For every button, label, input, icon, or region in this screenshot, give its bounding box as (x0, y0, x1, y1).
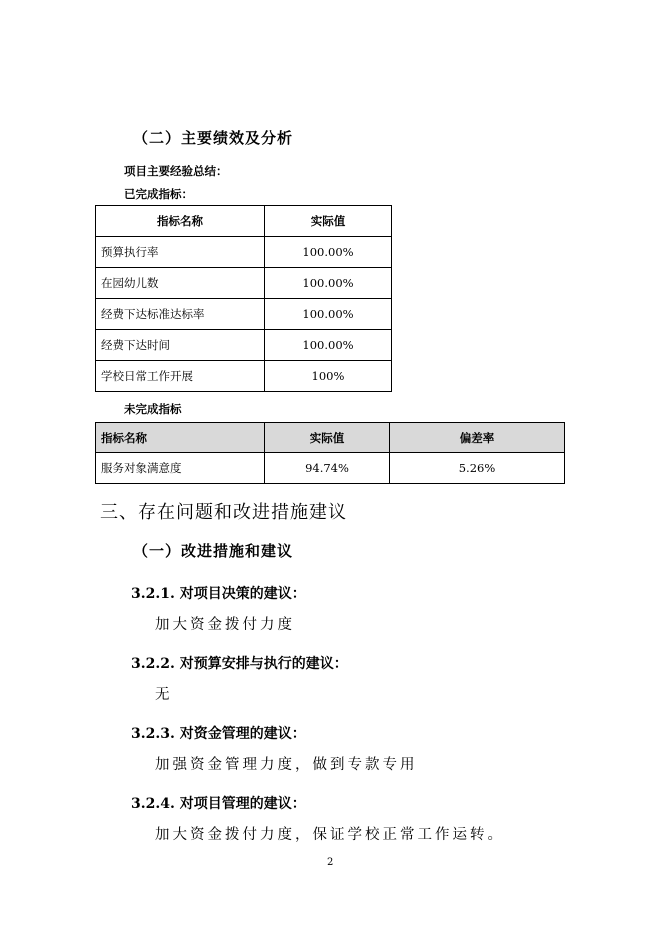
recommendation-title: 3.2.4. 对项目管理的建议： (131, 796, 306, 812)
table-row (96, 330, 392, 361)
actual-value-cell: 100.00% (265, 299, 392, 330)
table-header-row (96, 206, 392, 237)
completed-label: 已完成指标： (124, 187, 193, 201)
actual-value-cell: 94.74% (265, 453, 390, 484)
indicator-name-cell: 经费下达标准达标率 (96, 299, 265, 330)
deviation-rate-cell: 5.26% (390, 453, 565, 484)
table-header-cell: 指标名称 (96, 206, 265, 237)
section-3-title: 三、存在问题和改进措施建议 (100, 502, 347, 523)
table-row (96, 299, 392, 330)
recommendation-body: 加强资金管理力度，做到专款专用 (155, 757, 418, 773)
recommendation-body: 无 (155, 687, 173, 703)
indicator-name-cell: 在园幼儿数 (96, 268, 265, 299)
experience-label: 项目主要经验总结： (124, 164, 228, 178)
table-header-cell: 指标名称 (96, 423, 265, 453)
table-header-row (96, 423, 565, 453)
completed-indicators-table (95, 205, 392, 392)
actual-value-cell: 100% (265, 361, 392, 392)
table-header-cell: 偏差率 (390, 423, 565, 453)
incomplete-label: 未完成指标 (124, 402, 182, 416)
actual-value-cell: 100.00% (265, 330, 392, 361)
subsection-title: （一）改进措施和建议 (133, 542, 294, 560)
table-row (96, 361, 392, 392)
table-header-cell: 实际值 (265, 423, 390, 453)
page-number: 2 (327, 857, 334, 868)
section-2-title: （二）主要绩效及分析 (133, 129, 294, 147)
recommendation-title: 3.2.3. 对资金管理的建议： (131, 726, 306, 742)
indicator-name-cell: 服务对象满意度 (96, 453, 265, 484)
indicator-name-cell: 预算执行率 (96, 237, 265, 268)
table-header-cell: 实际值 (265, 206, 392, 237)
actual-value-cell: 100.00% (265, 268, 392, 299)
table-row (96, 237, 392, 268)
actual-value-cell: 100.00% (265, 237, 392, 268)
indicator-name-cell: 经费下达时间 (96, 330, 265, 361)
table-row (96, 453, 565, 484)
table-row (96, 268, 392, 299)
indicator-name-cell: 学校日常工作开展 (96, 361, 265, 392)
recommendation-body: 加大资金拨付力度 (155, 617, 295, 633)
recommendation-title: 3.2.1. 对项目决策的建议： (131, 586, 306, 602)
recommendation-body: 加大资金拨付力度，保证学校正常工作运转。 (155, 827, 505, 843)
recommendation-title: 3.2.2. 对预算安排与执行的建议： (131, 656, 348, 672)
incomplete-indicators-table (95, 422, 565, 484)
